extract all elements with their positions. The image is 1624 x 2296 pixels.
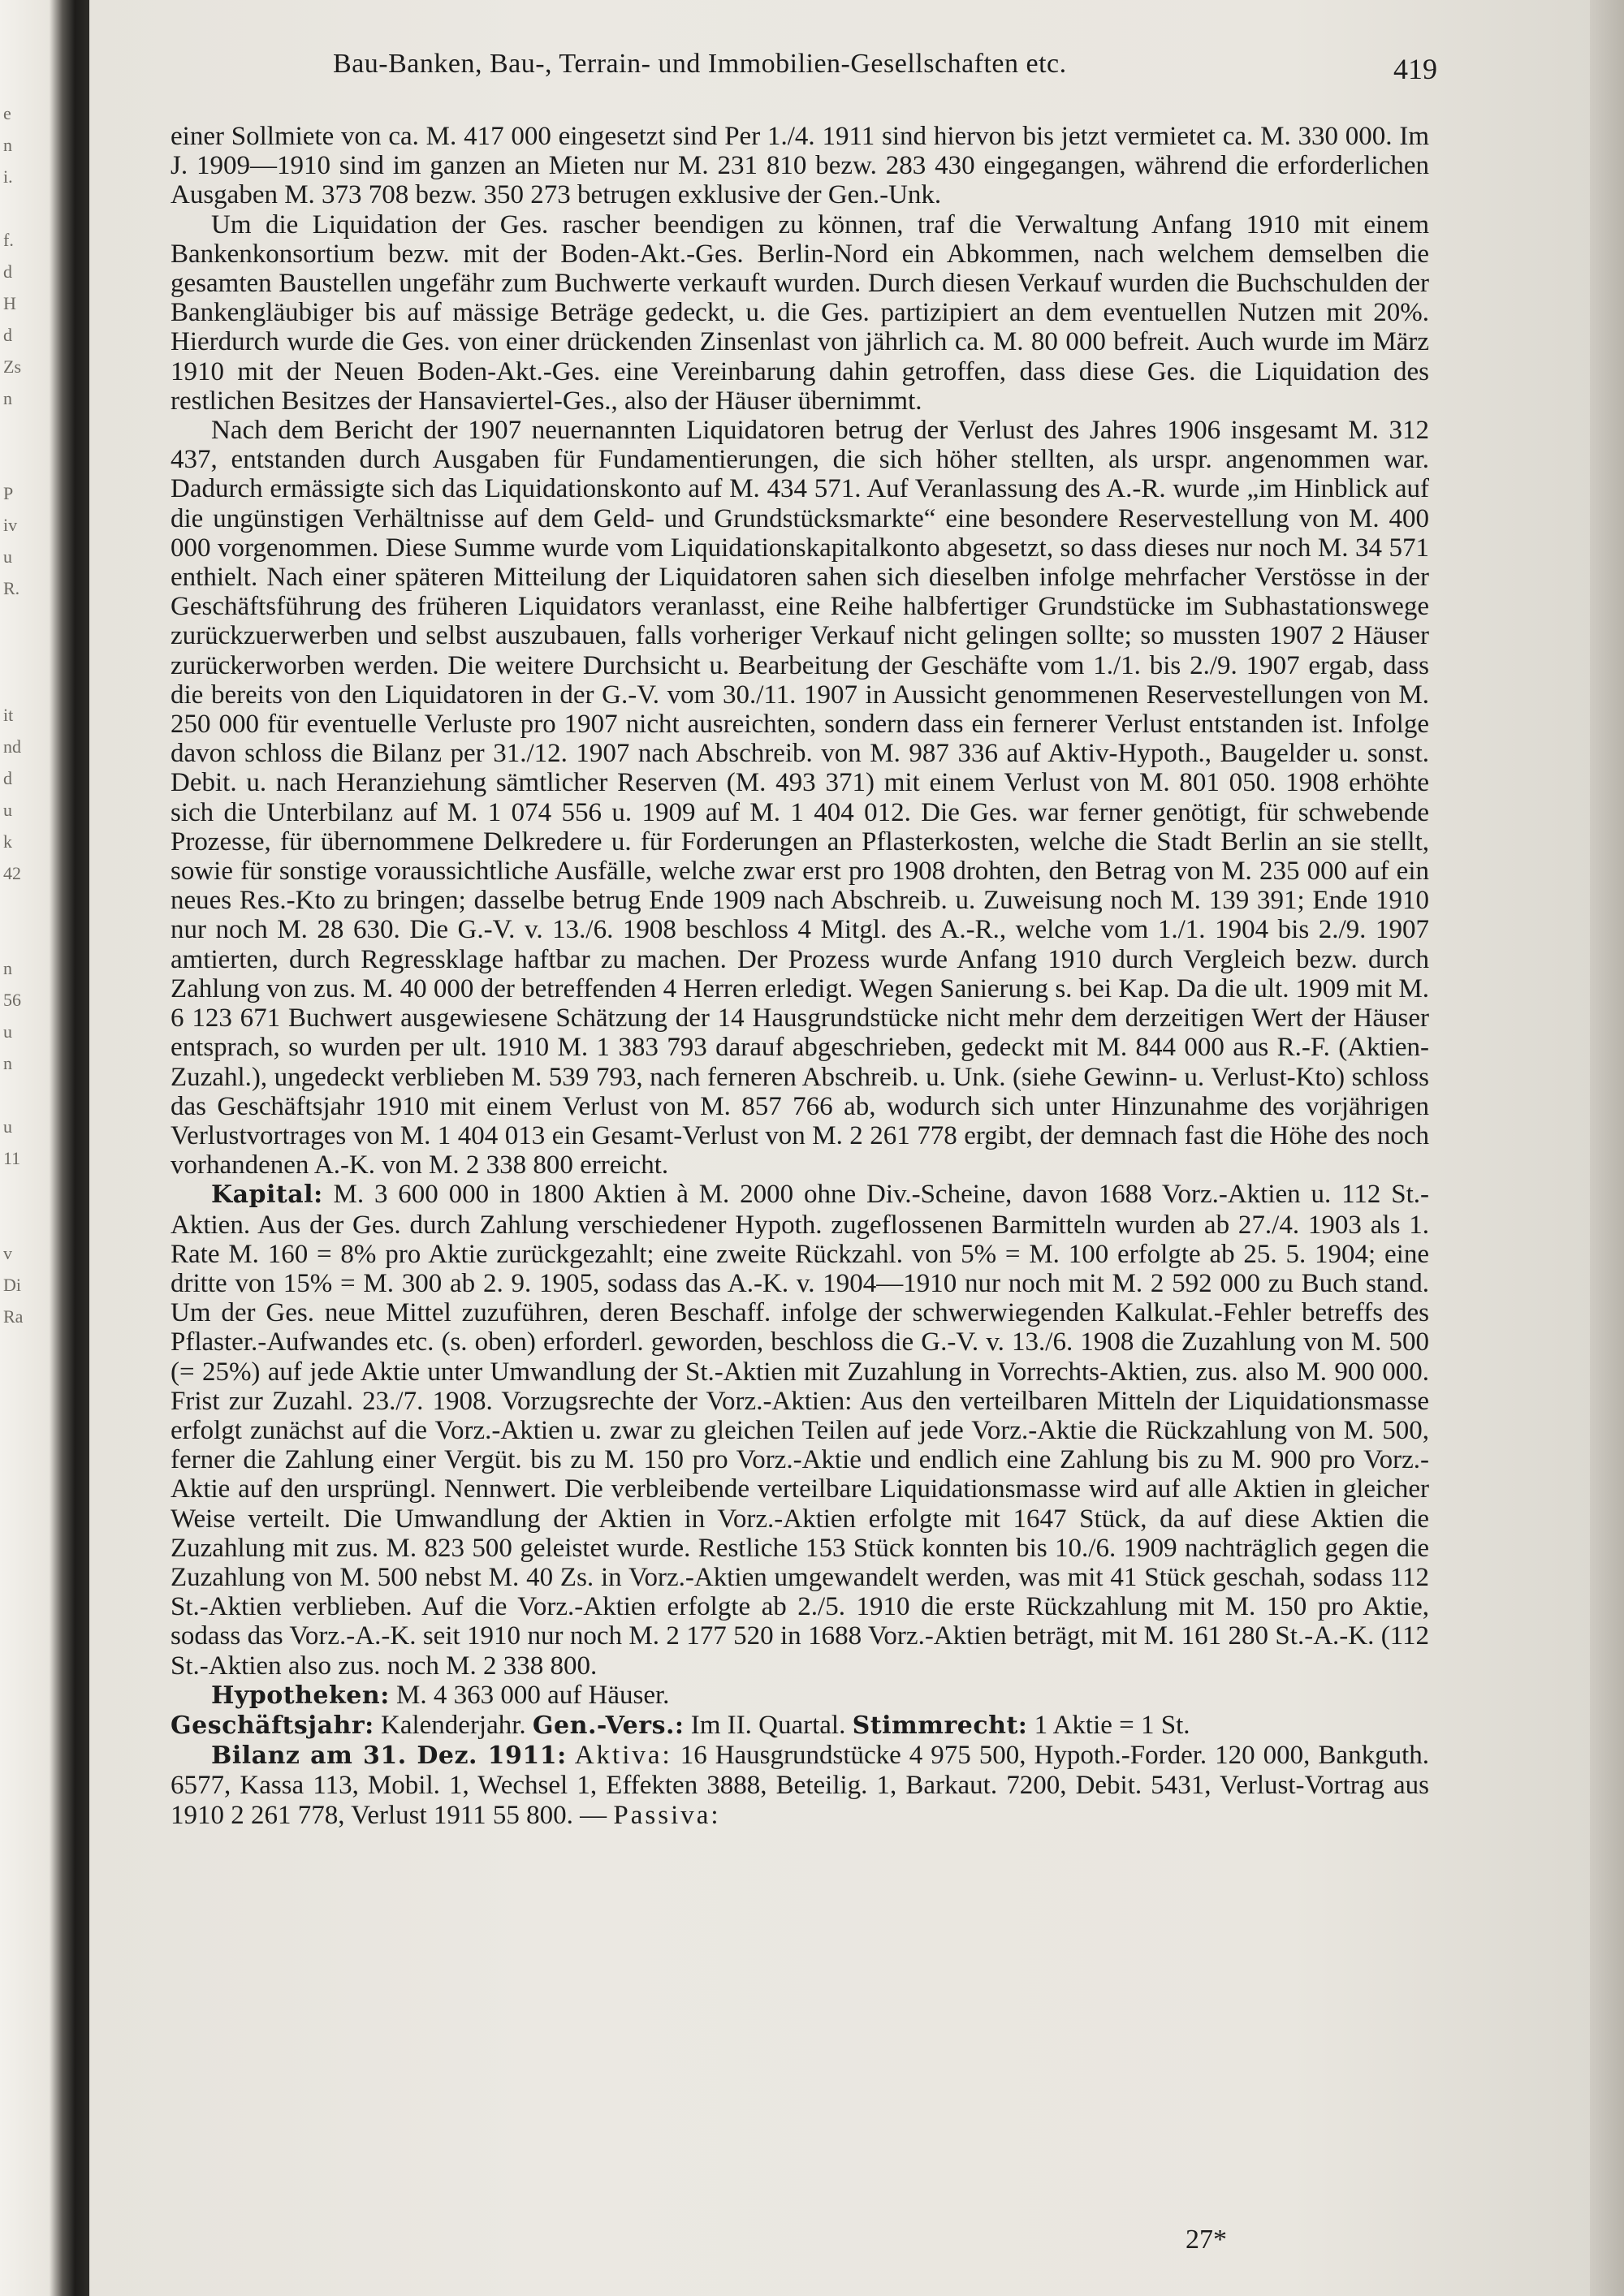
bilanz-label: Bilanz am 31. Dez. 1911:	[211, 1741, 567, 1771]
previous-page-fragments: e n i. f. d H d Zs n P iv u R. it nd d u k 42 n 56 u n u 11 v Di Ra	[3, 103, 24, 1327]
paragraph-hypotheken	[171, 1681, 1429, 1711]
gen-vers-label: Gen.-Vers.:	[532, 1711, 685, 1740]
paragraph-bilanz	[171, 1741, 1429, 1830]
passiva-label: Passiva:	[613, 1800, 721, 1830]
page-number: 419	[1393, 53, 1437, 85]
kapital-label: Kapital:	[211, 1180, 323, 1210]
paragraph-liquidator-report: Nach dem Bericht der 1907 neuernannten Liquidatoren betrug der Verlust des Jahres 1906 insgesamt M. 312 437, entstanden durch Ausgaben für Fundamentierungen, die sich höher stellten, als urspr. angenommen war. Dadurch ermässigte sich das Liquidationskonto auf M. 434 571. Auf Veranlassung des A.-R. wurde „im Hinblick auf die ungünstigen Verhältnisse auf dem Geld- und Grundstücksmarkte“ eine besondere Reservestellung von M. 400 000 vorgenommen. Diese Summe wurde vom Liquidationskapitalkonto abgesetzt, so dass dieses nur noch M. 34 571 enthielt. Nach einer späteren Mitteilung der Liquidatoren sahen sich dieselben infolge mehrfacher Verstösse in der Geschäftsführung des früheren Liquidators veranlasst, eine Reihe halbfertiger Grundstücke im Subhastationswege zurückzuerwerben und selbst auszubauen, falls vorheriger Verkauf nicht gelingen sollte; so mussten 1907 2 Häuser zurückerworben werden. Die weitere Durchsicht u. Bearbeitung der Geschäfte vom 1./1. bis 2./9. 1907 ergab, dass die bereits von den Liquidatoren in der G.-V. vom 30./11. 1907 in Aussicht genommenen Reservestellungen von M. 250 000 für eventuelle Verluste pro 1907 nicht ausreichten, sondern dass ein fernerer Verlust entstanden ist. Infolge davon schloss die Bilanz per 31./12. 1907 nach Abschreib. von M. 987 336 auf Aktiv-Hypoth., Baugelder u. sonst. Debit. u. nach Heranziehung sämtlicher Reserven (M. 493 371) mit einem Verlust von M. 801 050. 1908 erhöhte sich die Unterbilanz auf M. 1 074 556 u. 1909 auf M. 1 404 012. Die Ges. war ferner genötigt, für schwebende Prozesse, für übernommene Delkredere u. für Forderungen an Pflasterkosten, welche die Stadt Berlin an sie stellt, sowie für sonstige voraussichtliche Ausfälle, welche zwar erst pro 1908 drohten, den Betrag von M. 235 000 auf ein neues Res.-Kto zu bringen; dasselbe betrug Ende 1909 nach Abschreib. u. Zuweisung noch M. 139 391; Ende 1910 nur noch M. 28 630. Die G.-V. v. 13./6. 1908 beschloss 4 Mitgl. des A.-R., welche vom 1./1. 1904 bis 2./9. 1907 amtierten, durch Regressklage haftbar zu machen. Der Prozess wurde Anfang 1910 durch Vergleich bezw. durch Zahlung von zus. M. 40 000 der betreffenden 4 Herren erledigt. Wegen Sanierung s. bei Kap. Da die ult. 1909 mit M. 6 123 671 Buchwert ausgewiesene Schätzung der 14 Hausgrundstücke nicht mehr dem derzeitigen Wert der Häuser entsprach, so wurden per ult. 1910 M. 1 383 793 darauf abgeschrieben, gedeckt mit M. 844 000 aus R.-F. (Aktien-Zuzahl.), ungedeckt verblieben M. 539 793, nach ferneren Abschreib. u. Unk. (siehe Gewinn- u. Verlust-Kto) schloss das Geschäftsjahr 1910 mit einem Verlust von M. 857 766 ab, wodurch sich unter Hinzunahme des vorjährigen Verlustvortrages von M. 1 404 013 ein Gesamt-Verlust von M. 2 261 778 ergibt, der demnach fast die Höhe des noch vorhandenen A.-K. von M. 2 338 800 erreicht.	[171, 416, 1429, 1180]
paragraph-kapital	[171, 1180, 1429, 1680]
signature-mark: 27*	[1186, 2225, 1227, 2255]
paragraph-geschaeftsjahr	[171, 1711, 1429, 1741]
book-gutter	[0, 0, 89, 2296]
gen-vers-text: Im II. Quartal.	[684, 1710, 853, 1740]
body-text	[171, 122, 1429, 1830]
bilanz-text: 16 Hausgrundstücke 4 975 500, Hypoth.-Forder. 120 000, Bankguth. 6577, Kassa 113, Mobil. 1, Wechsel 1, Effekten 3888, Beteilig. 1, Barkaut. 7200, Debit. 5431, Verlust-Vortrag aus 1910 2 261 778, Verlust 1911 55 800. —	[171, 1741, 1429, 1830]
hypotheken-label: Hypotheken:	[211, 1681, 390, 1710]
paragraph-liquidation-agreement: Um die Liquidation der Ges. rascher beendigen zu können, traf die Verwaltung Anfang 1910 mit einem Bankenkonsortium bezw. mit der Boden-Akt.-Ges. Berlin-Nord ein Abkommen, nach welchem demselben die gesamten Baustellen ungefähr zum Buchwerte verkauft wurden. Durch diesen Verkauf wurden die Buchschulden der Bankengläubiger bis auf mässige Beträge gedeckt, u. die Ges. partizipiert an dem eventuellen Nutzen mit 20%. Hierdurch wurde die Ges. von einer drückenden Zinsenlast von jährlich ca. M. 80 000 befreit. Auch wurde im März 1910 mit der Neuen Boden-Akt.-Ges. eine Vereinbarung dahin getroffen, dass diese Ges. die Liquidation des restlichen Besitzes der Hansaviertel-Ges., also der Häuser übernimmt.	[171, 209, 1429, 416]
paragraph-rent: einer Sollmiete von ca. M. 417 000 eingesetzt sind Per 1./4. 1911 sind hiervon bis jetzt vermietet ca. M. 330 000. Im J. 1909—1910 sind im ganzen an Mieten nur M. 231 810 bezw. 283 430 eingegangen, während die erforderlichen Ausgaben M. 373 708 bezw. 350 273 betrugen exklusive der Gen.-Unk.	[171, 122, 1429, 210]
aktiva-label: Aktiva:	[574, 1741, 672, 1771]
right-page-edge	[1590, 0, 1624, 2296]
stimmrecht-label: Stimmrecht:	[852, 1711, 1028, 1740]
geschaeftsjahr-text: Kalenderjahr.	[374, 1710, 533, 1740]
stimmrecht-text: 1 Aktie = 1 St.	[1027, 1710, 1190, 1740]
running-header: Bau-Banken, Bau-, Terrain- und Immobilien-Gesellschaften etc.	[333, 49, 1067, 79]
hypotheken-text: M. 4 363 000 auf Häuser.	[389, 1680, 670, 1710]
geschaeftsjahr-label: Geschäftsjahr:	[171, 1711, 374, 1740]
kapital-text: M. 3 600 000 in 1800 Aktien à M. 2000 ohne Div.-Scheine, davon 1688 Vorz.-Aktien u. 112 St.-Aktien. Aus der Ges. durch Zahlung verschiedener Hypoth. zugeflossenen Barmitteln wurden ab 27./4. 1903 als 1. Rate M. 160 = 8% pro Aktie zurückgezahlt; eine zweite Rückzahl. von 5% = M. 100 erfolgte ab 25. 5. 1904; eine dritte von 15% = M. 300 ab 2. 9. 1905, sodass das A.-K. v. 1904—1910 nur noch mit M. 2 592 000 zu Buch stand. Um der Ges. neue Mittel zuzuführen, deren Beschaff. infolge der schwerwiegenden Kalkulat.-Fehler betreffs des Pflaster.-Aufwandes etc. (s. oben) erforderl. geworden, beschloss die G.-V. v. 13./6. 1908 die Zuzahlung von M. 500 (= 25%) auf jede Aktie unter Umwandlung der St.-Aktien mit Zuzahlung in Vorrechts-Aktien, zus. also M. 900 000. Frist zur Zuzahl. 23./7. 1908. Vorzugsrechte der Vorz.-Aktien: Aus den verteilbaren Mitteln der Liquidationsmasse erfolgt zunächst auf die Vorz.-Aktien u. zwar zu gleichen Teilen auf jede Vorz.-Aktie die Rückzahlung von M. 500, ferner die Zahlung einer Vergüt. bis zu M. 150 pro Vorz.-Aktie und endlich eine Zahlung bis zu M. 900 pro Vorz.-Aktie auf den ursprüngl. Nennwert. Die verbleibende verteilbare Liquidationsmasse wird auf alle Aktien in gleicher Weise verteilt. Die Umwandlung der Aktien in Vorz.-Aktien erfolgte mit 1647 Stück, da auf diese Aktien die Zuzahlung mit zus. M. 823 500 geleistet wurde. Restliche 153 Stück konnten bis 10./6. 1909 nachträglich gegen die Zuzahlung von M. 500 nebst M. 40 Zs. in Vorz.-Aktien umgewandelt werden, was mit 41 Stück geschah, sodass 112 St.-Aktien verblieben. Auf die Vorz.-Aktien erfolgte ab 2./5. 1910 die erste Rückzahlung mit M. 150 pro Aktie, sodass das Vorz.-A.-K. seit 1910 nur noch M. 2 177 520 in 1688 Vorz.-Aktien beträgt, mit M. 161 280 St.-A.-K. (112 St.-Aktien also zus. noch M. 2 338 800.	[171, 1180, 1429, 1681]
